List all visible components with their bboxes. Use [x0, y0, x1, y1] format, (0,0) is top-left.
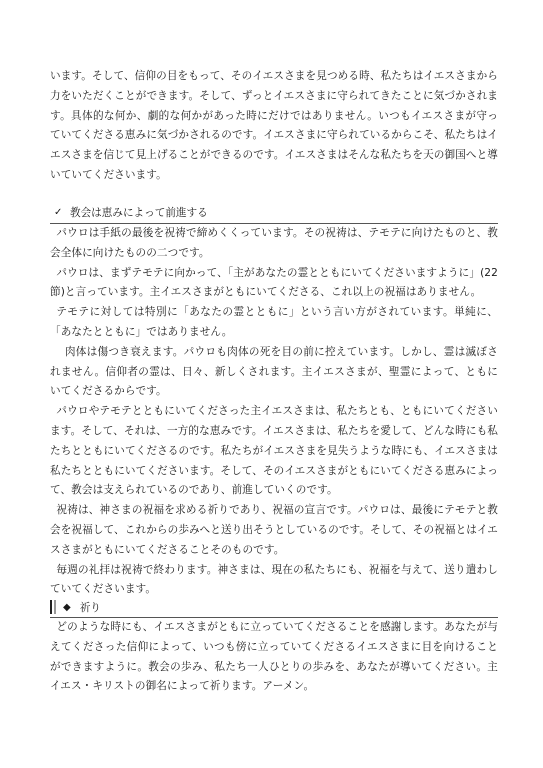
heading-bar-icon	[50, 600, 52, 614]
section-paragraph: テモテに対しては特別に「あなたの霊とともに」という言い方がされています。単純に、「あなたとともに」ではありません。	[50, 306, 498, 338]
section-heading-text: 教会は恵みによって前進する	[70, 207, 208, 219]
intro-text-block	[50, 67, 498, 186]
section-paragraph: パウロは手紙の最後を祝祷で締めくくっています。その祝祷は、テモテに向けたものと、教会全体に向けたものの二つです。	[50, 227, 498, 259]
section-text-block	[50, 224, 498, 600]
prayer-text-block	[50, 618, 498, 697]
diamond-icon: ◆	[63, 601, 71, 613]
prayer-heading-text: 祈り	[79, 601, 101, 614]
section-paragraph: パウロは、まずテモテに向かって、「主があなたの霊とともにいてくださいますように」(22節)と言っています。主イエスさまがともにいてくださる、これ以上の祝福はありません。	[50, 266, 498, 299]
prayer-paragraph: どのような時にも、イエスさまがともに立っていてくださることを感謝します。あなたが与えてくださった信仰によって、いつも傍に立っていてくださるイエスさまに目を向けることができますように。教会の歩み、私たち一人ひとりの歩みを、あなたが導いてください。主イエス・キリストの御名によって祈ります。アーメン。	[50, 621, 498, 693]
section-paragraph: 肉体は傷つき衰えます。パウロも肉体の死を目の前に控えています。しかし、霊は滅ぼされません。信仰者の霊は、日々、新しくされます。主イエスさまが、聖霊によって、ともにいてくださるからです。	[50, 345, 498, 398]
section-heading	[54, 204, 208, 222]
check-icon: ✓	[54, 207, 63, 218]
heading-bar-light-icon	[54, 600, 56, 614]
section-paragraph: 毎週の礼拝は祝祷で終わります。神さまは、現在の私たちにも、祝福を与えて、送り遣わしていてくださいます。	[50, 563, 498, 596]
section-paragraph: パウロやテモテとともにいてくださった主イエスさまは、私たちとも、ともにいてくださいます。そして、それは、一方的な恵みです。イエスさまは、私たちを愛して、どんな時にも私たちとともにいてくださるのです。私たちがイエスさまを見失うような時にも、イエスさまは私たちとともにいてくださいます。そして、そのイエスさまがともにいてくださる恵みによって、教会は支えられているのであり、前進していくのです。	[50, 405, 498, 497]
prayer-heading	[50, 597, 498, 617]
intro-paragraph: います。そして、信仰の目をもって、そのイエスさまを見つめる時、私たちはイエスさまから力をいただくことができます。そして、ずっとイエスさまに守られてきたことに気づかされます。具体的な何か、劇的な何かがあった時にだけではありません。いつもイエスさまが守っていてくださる恵みに気づかされるのです。イエスさまに守られているからこそ、私たちはイエスさまを信じて見上げることができるのです。イエスさまはそんな私たちを天の御国へと導いていてくださいます。	[50, 70, 498, 181]
section-paragraph: 祝祷は、神さまの祝福を求める祈りであり、祝福の宣言です。パウロは、最後にテモテと教会を祝福して、これからの歩みへと送り出そうとしているのです。そして、その祝福とはイエスさまがともにいてくださることそのものです。	[50, 504, 498, 556]
